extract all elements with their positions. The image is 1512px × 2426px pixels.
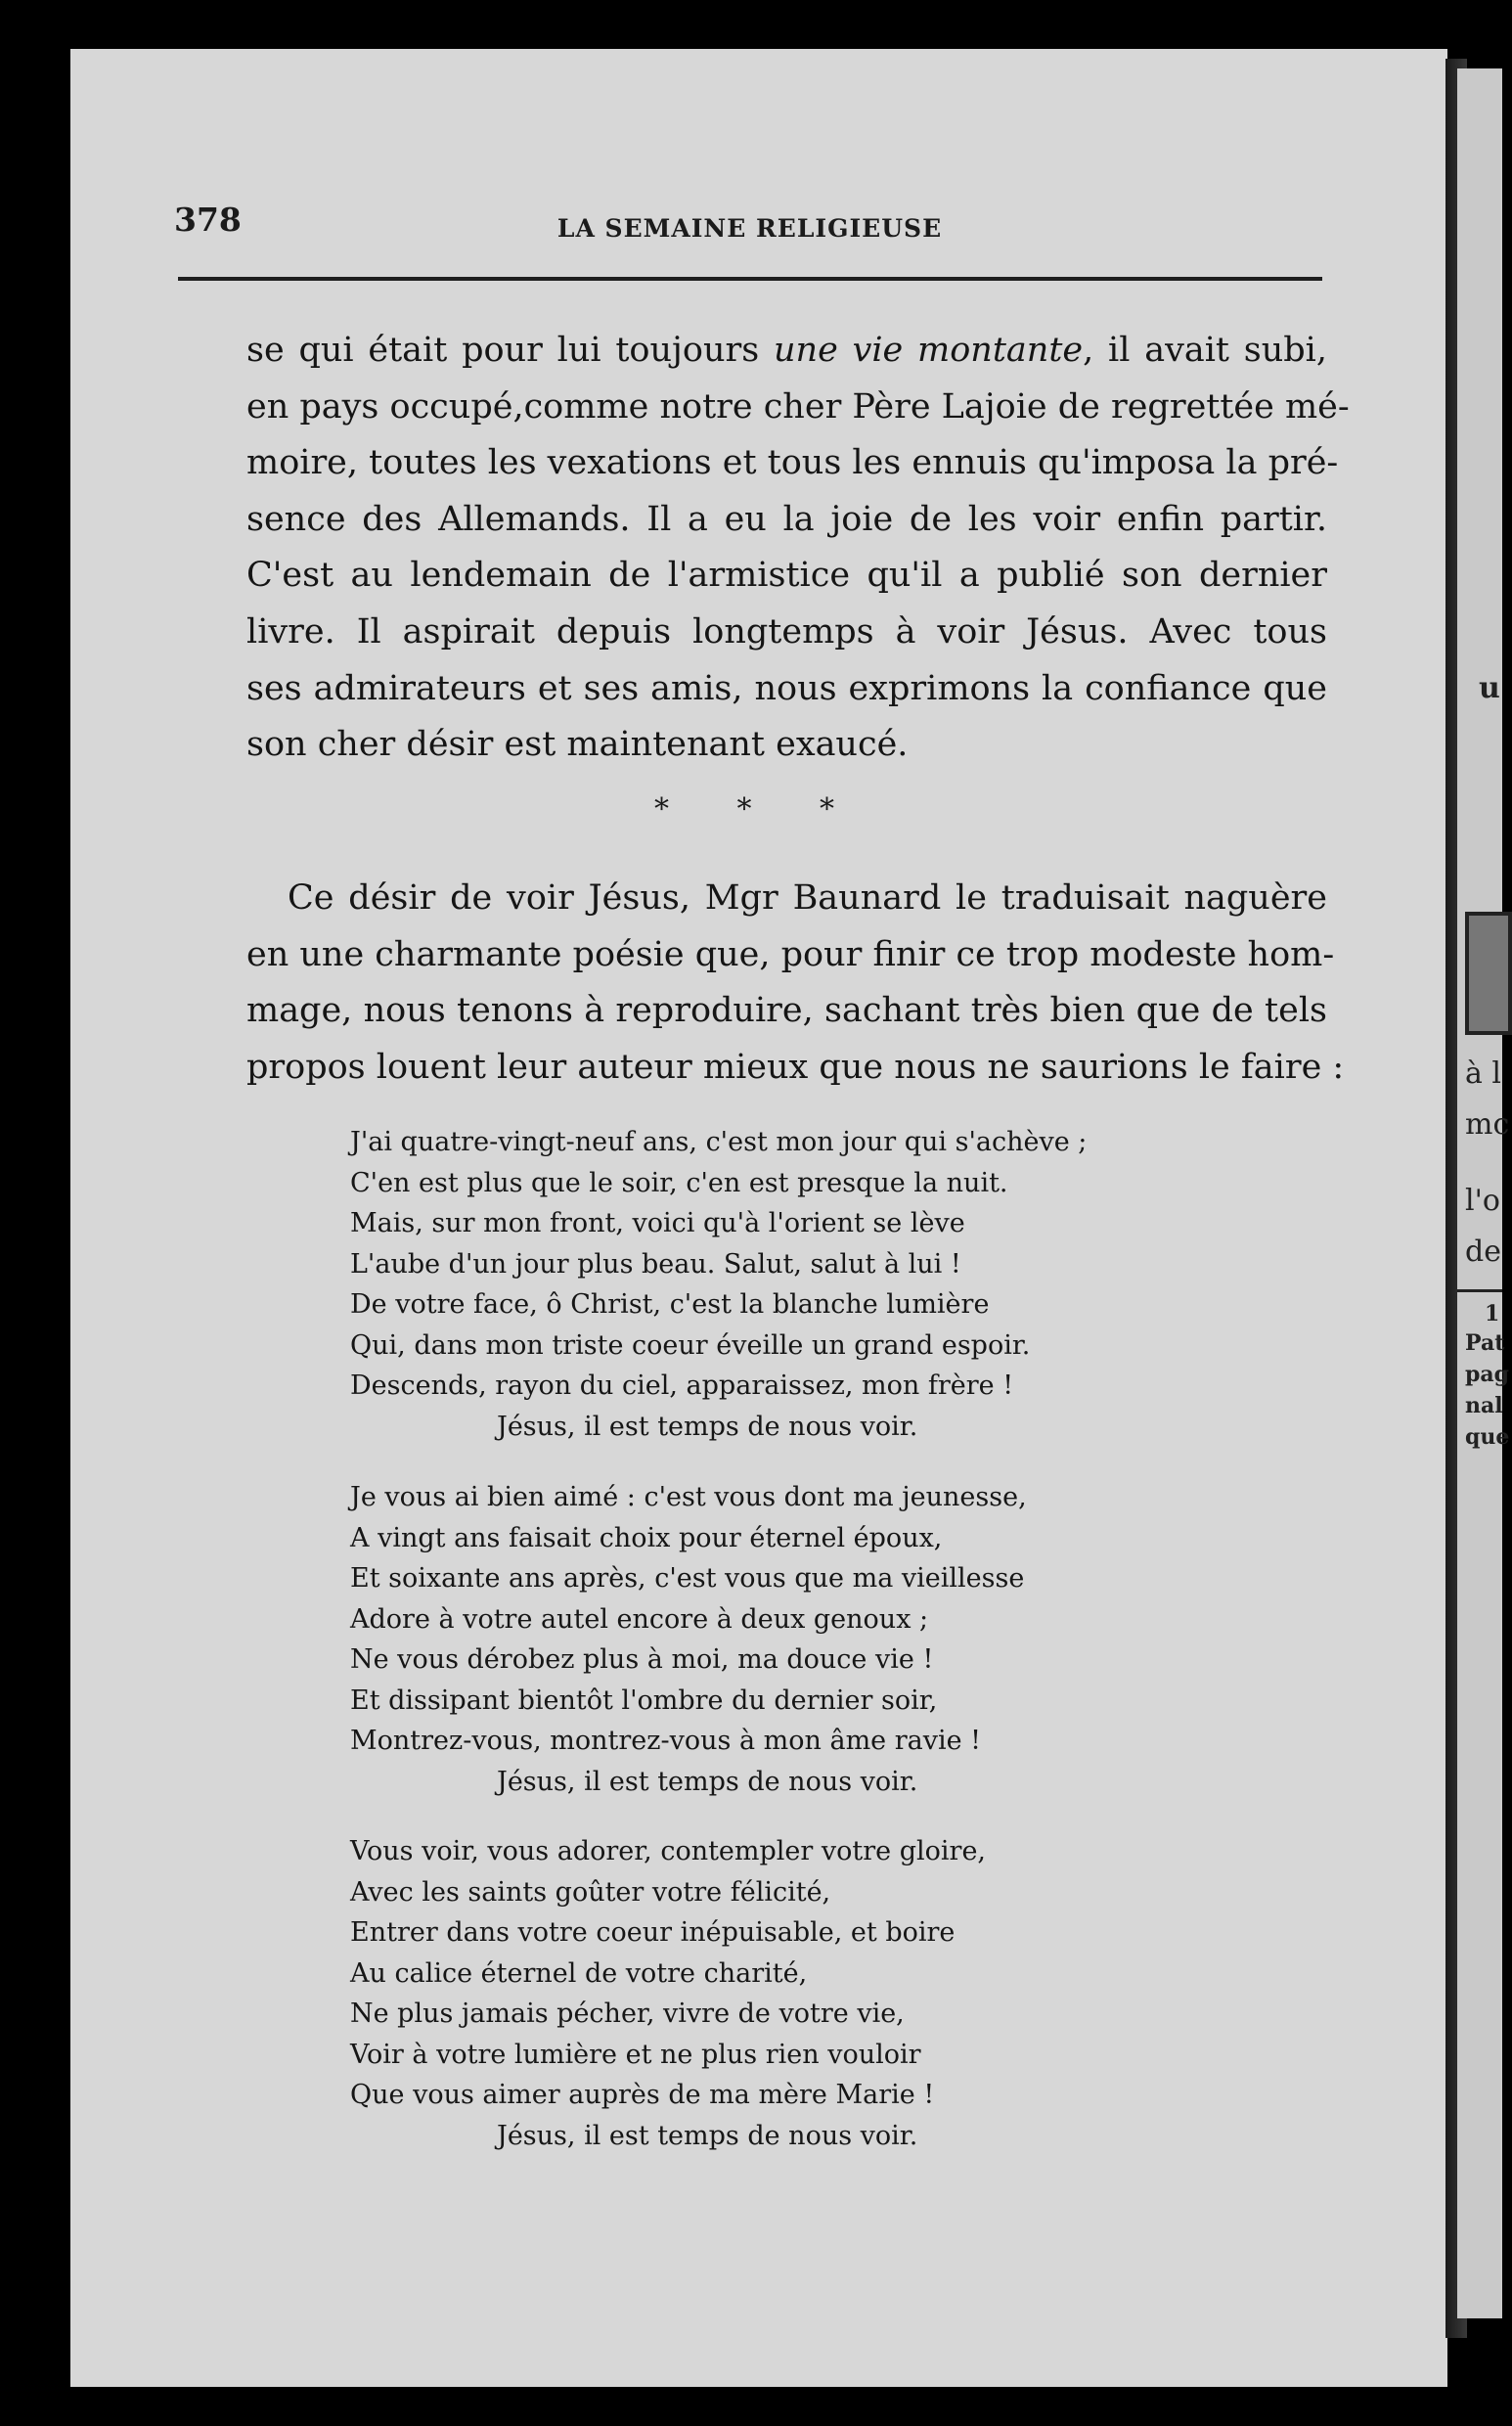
fragment-text: nal [1465,1393,1503,1418]
text-line: en pays occupé,comme notre cher Père Lajoie de regrettée mé- [246,386,1350,427]
refrain-line: Jésus, il est temps de nous voir. [497,2120,918,2151]
verse-line: Mais, sur mon front, voici qu'à l'orient se lève [350,1208,965,1238]
fragment-text: Pat [1465,1330,1505,1356]
drop-cap-ornament [1465,912,1512,1035]
verse-line: Et soixante ans après, c'est vous que ma vieillesse [350,1563,1025,1594]
fragment-text: mc [1465,1107,1510,1142]
fragment-text: u [1479,671,1500,705]
text-line: son cher désir est maintenant exaucé. [246,725,909,765]
verse-line: Ne vous dérobez plus à moi, ma douce vie ! [350,1644,934,1675]
verse-line: C'en est plus que le soir, c'en est presque la nuit. [350,1167,1008,1198]
verse-line: Avec les saints goûter votre félicité, [350,1876,831,1908]
verse-line: Ne plus jamais pécher, vivre de votre vie, [350,1999,905,2029]
paragraph-continuation [246,323,1350,774]
poem-stanza [350,1122,1211,1447]
adjacent-page-strip [1457,68,1510,2318]
text-line: mage, nous tenons à reproduire, sachant très bien que de tels [246,991,1327,1031]
verse-line: J'ai quatre-vingt-neuf ans, c'est mon jour qui s'achève ; [350,1127,1088,1157]
verse-line: Montrez-vous, montrez-vous à mon âme ravie ! [350,1726,982,1756]
text-line: se qui était pour lui toujours une vie montante, il avait subi, [246,331,1327,370]
text-line: sence des Allemands. Il a eu la joie de les voir enfin partir. [246,499,1327,539]
verse-line: Au calice éternel de votre charité, [350,1957,808,1989]
refrain-line: Jésus, il est temps de nous voir. [497,1766,918,1797]
verse-line: Descends, rayon du ciel, apparaissez, mon frère ! [350,1370,1014,1401]
verse-line: De votre face, ô Christ, c'est la blanche lumière [350,1289,990,1320]
header-rule [178,277,1322,281]
verse-line: L'aube d'un jour plus beau. Salut, salut à lui ! [350,1248,961,1280]
fragment-text: que [1465,1424,1510,1450]
verse-line: Entrer dans votre coeur inépuisable, et boire [350,1917,956,1948]
verse-line: Adore à votre autel encore à deux genoux ; [350,1603,929,1635]
page-number: 378 [174,201,242,239]
fragment-text: 1 [1485,1301,1500,1326]
fragment-text: de [1465,1235,1501,1269]
refrain-line: Jésus, il est temps de nous voir. [497,1411,918,1442]
footnote-rule [1457,1289,1502,1292]
text-line: moire, toutes les vexations et tous les ennuis qu'imposa la pré- [246,443,1339,483]
running-title: LA SEMAINE RELIGIEUSE [556,214,943,243]
verse-line: Voir à votre lumière et ne plus rien vouloir [350,2039,921,2070]
verse-line: Que vous aimer auprès de ma mère Marie ! [350,2080,935,2110]
verse-line: Je vous ai bien aimé : c'est vous dont ma jeunesse, [350,1482,1027,1512]
page-header [174,201,1325,269]
fragment-text: pag [1465,1362,1510,1387]
paragraph-introduction [246,871,1345,1096]
verse-line: Qui, dans mon triste coeur éveille un grand espoir. [350,1329,1031,1361]
fragment-text: à l [1465,1056,1502,1091]
verse-line: Et dissipant bientôt l'ombre du dernier soir, [350,1685,938,1716]
verse-line: A vingt ans faisait choix pour éternel époux, [350,1522,943,1553]
verse-line: Vous voir, vous adorer, contempler votre gloire, [350,1836,987,1866]
text-line: en une charmante poésie que, pour finir ce trop modeste hom- [246,934,1335,974]
text-line: C'est au lendemain de l'armistice qu'il a publié son dernier [246,556,1327,596]
italic-phrase: une vie montante [773,331,1084,370]
text-line: livre. Il aspirait depuis longtemps à voir Jésus. Avec tous [246,611,1327,651]
poem-stanza [350,1831,1211,2156]
section-separator: * * * [653,792,865,827]
text-line: ses admirateurs et ses amis, nous exprimons la confiance que [246,668,1327,708]
text-line: propos louent leur auteur mieux que nous ne saurions le faire : [246,1047,1345,1087]
fragment-text: l'o [1465,1184,1500,1218]
poem-stanza [350,1477,1211,1802]
text-line: Ce désir de voir Jésus, Mgr Baunard le traduisait naguère [288,878,1327,918]
